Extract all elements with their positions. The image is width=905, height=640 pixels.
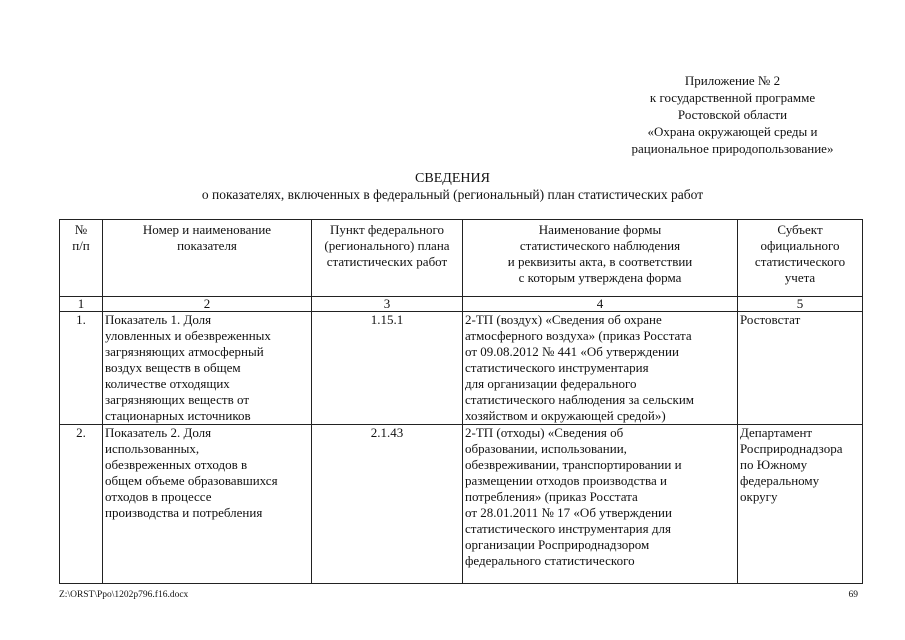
table-header-row [60,220,863,297]
indicator-name: Показатель 2. Доля использованных, обезвреженных отходов в общем объеме образовавшихся отходов в процессе производства и потребления [103,425,312,584]
page-number: 69 [848,590,858,600]
appendix-line: Приложение № 2 [684,73,781,88]
statistics-subject: Ростовстат [738,312,863,425]
appendix-line: «Охрана окружающей среды и [647,124,818,139]
column-number: 2 [103,297,312,312]
row-number: 2. [60,425,103,584]
plan-point: 2.1.43 [312,425,463,584]
column-number: 1 [60,297,103,312]
appendix-block [560,72,905,157]
column-number: 3 [312,297,463,312]
form-description: 2-ТП (воздух) «Сведения об охране атмосферного воздуха» (приказ Росстата от 09.08.2012 № 441 «Об утверждении статистического инструментария для организации федерального статистического наблюдения за сельским хозяйством и окружающей средой») [463,312,738,425]
appendix-line: Ростовской области [677,107,788,122]
column-number: 4 [463,297,738,312]
appendix-line: рациональное природопользование» [631,141,834,156]
header-cell-number: № п/п [60,220,103,297]
column-number-row [60,297,863,312]
header-cell-plan-point: Пункт федерального (регионального) плана статистических работ [312,220,463,297]
plan-point: 1.15.1 [312,312,463,425]
header-cell-form: Наименование формы статистического наблюдения и реквизиты акта, в соответствии с которым утверждена форма [463,220,738,297]
appendix-line: к государственной программе [649,90,816,105]
header-cell-indicator: Номер и наименование показателя [103,220,312,297]
row-number: 1. [60,312,103,425]
table-row [60,312,863,425]
statistics-subject: Департамент Росприроднадзора по Южному федеральному округу [738,425,863,584]
header-cell-subject: Субъект официального статистического учета [738,220,863,297]
document-subtitle: о показателях, включенных в федеральный (региональный) план статистических работ [201,187,704,202]
indicators-table [59,219,863,584]
form-description: 2-ТП (отходы) «Сведения об образовании, использовании, обезвреживании, транспортировании и размещении отходов производства и потребления» (приказ Росстата от 28.01.2011 № 17 «Об утверждении статистического инструментария для организации Росприроднадзором федерального статистического [463,425,738,584]
table-row [60,425,863,584]
footer-file-path: Z:\ORST\Ppo\1202p796.f16.docx [59,590,189,600]
indicator-name: Показатель 1. Доля уловленных и обезвреженных загрязняющих атмосферный воздух веществ в общем количестве отходящих загрязняющих веществ от стационарных источников [103,312,312,425]
document-title: СВЕДЕНИЯ [415,171,490,186]
column-number: 5 [738,297,863,312]
